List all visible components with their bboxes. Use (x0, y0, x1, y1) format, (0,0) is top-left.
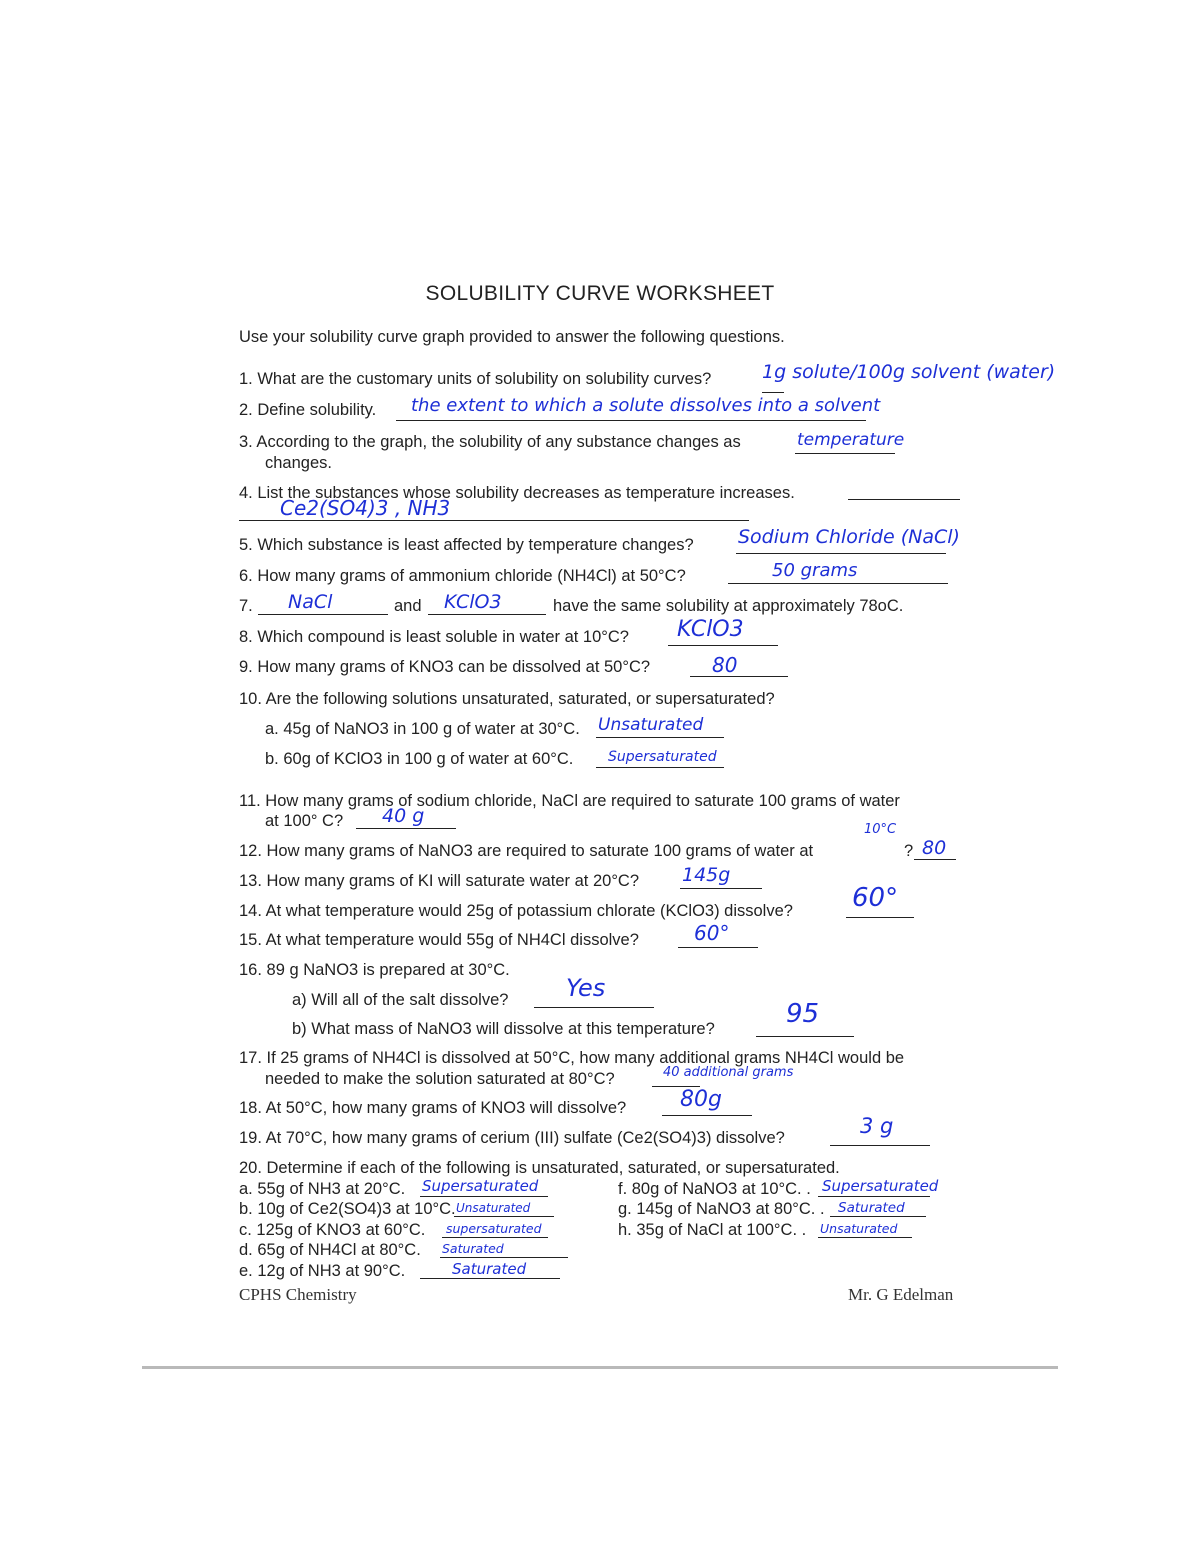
q12-answer: 80 (922, 837, 947, 859)
q18-answer-line (662, 1115, 752, 1116)
q7-and: and (394, 597, 422, 615)
q1-answer: 1g solute/100g solvent (water) (762, 361, 1056, 383)
q10a-text: a. 45g of NaNO3 in 100 g of water at 30°C. (265, 720, 580, 738)
q19-answer: 3 g (860, 1114, 894, 1138)
footer-teacher: Mr. G Edelman (848, 1285, 954, 1304)
q16b-answer: 95 (786, 999, 820, 1029)
q2-answer-line (396, 420, 866, 421)
q20f-text: f. 80g of NaNO3 at 10°C. . (618, 1180, 811, 1198)
q8-text: 8. Which compound is least soluble in water at 10°C? (239, 628, 629, 646)
page-title: SOLUBILITY CURVE WORKSHEET (425, 282, 775, 305)
q7-answer2: KClO3 (444, 591, 502, 613)
q20e-text: e. 12g of NH3 at 90°C. (239, 1262, 406, 1280)
q6-text: 6. How many grams of ammonium chloride (NH4Cl) at 50°C? (239, 567, 686, 585)
q20h-answer: Unsaturated (820, 1221, 898, 1236)
q5-answer-line (736, 553, 946, 554)
footer-course: CPHS Chemistry (239, 1285, 357, 1304)
instructions: Use your solubility curve graph provided to answer the following questions. (239, 328, 785, 346)
q7-answer1: NaCl (288, 591, 333, 613)
page-bottom-rule (142, 1366, 1058, 1369)
q4-answer: Ce2(SO4)3 , NH3 (280, 496, 451, 520)
q19-text: 19. At 70°C, how many grams of cerium (III) sulfate (Ce2(SO4)3) dissolve? (239, 1129, 785, 1147)
q16a-answer: Yes (566, 974, 606, 1002)
q15-answer-line (678, 947, 758, 948)
q16b-answer-line (756, 1036, 854, 1037)
q10b-answer: Supersaturated (608, 749, 717, 765)
q5-answer: Sodium Chloride (NaCl) (738, 526, 960, 548)
q17-answer: 40 additional grams (663, 1065, 794, 1080)
q12-text: 12. How many grams of NaNO3 are required to saturate 100 grams of water at (239, 842, 814, 860)
q20e-answer: Saturated (452, 1260, 527, 1278)
q12-qmark: ? (904, 842, 914, 860)
q3-text: 3. According to the graph, the solubility of any substance changes as (239, 433, 741, 451)
q13-answer: 145g (682, 864, 731, 886)
q13-text: 13. How many grams of KI will saturate water at 20°C? (239, 872, 640, 890)
q3-answer-line (795, 453, 895, 454)
q12-answer-line (914, 859, 956, 860)
q20c-answer: supersaturated (446, 1221, 542, 1236)
q8-answer: KClO3 (677, 617, 744, 642)
q11-answer-line (356, 828, 456, 829)
q10b-text: b. 60g of KClO3 in 100 g of water at 60°C. (265, 750, 574, 768)
q17-text: 17. If 25 grams of NH4Cl is dissolved at 50°C, how many additional grams NH4Cl would be (239, 1049, 905, 1067)
q9-text: 9. How many grams of KNO3 can be dissolved at 50°C? (239, 658, 651, 676)
q20d-answer: Saturated (442, 1241, 504, 1256)
q20a-answer: Supersaturated (422, 1177, 539, 1195)
q16-text: 16. 89 g NaNO3 is prepared at 30°C. (239, 961, 510, 979)
q2-answer: the extent to which a solute dissolves into a solvent (411, 395, 881, 416)
q20d-text: d. 65g of NH4Cl at 80°C. (239, 1241, 421, 1259)
q3-text-cont: changes. (265, 454, 332, 472)
q6-answer-line (728, 583, 948, 584)
q9-answer: 80 (712, 653, 738, 677)
q20g-answer: Saturated (838, 1200, 905, 1216)
q20b-text: b. 10g of Ce2(SO4)3 at 10°C. (239, 1200, 456, 1218)
q20f-answer: Supersaturated (822, 1177, 939, 1195)
q2-text: 2. Define solubility. (239, 401, 377, 419)
q7-answer1-line (258, 614, 388, 615)
q11-text: 11. How many grams of sodium chloride, NaCl are required to saturate 100 grams of water (239, 792, 900, 810)
q9-answer-line (690, 676, 788, 677)
q20a-text: a. 55g of NH3 at 20°C. (239, 1180, 406, 1198)
q20f-answer-line (818, 1196, 930, 1197)
q20-text: 20. Determine if each of the following is unsaturated, saturated, or supersaturated. (239, 1159, 840, 1177)
q1-text: 1. What are the customary units of solubility on solubility curves? (239, 370, 712, 388)
q3-answer: temperature (797, 430, 905, 450)
q20b-answer: Unsaturated (456, 1201, 531, 1215)
q10b-answer-line (596, 767, 724, 768)
q12-note: 10°C (864, 822, 897, 837)
q16b-text: b) What mass of NaNO3 will dissolve at this temperature? (292, 1020, 715, 1038)
q7-text: have the same solubility at approximately 78oC. (553, 597, 904, 615)
q1-answer-line (762, 392, 784, 393)
q10a-answer-line (596, 737, 724, 738)
q14-answer: 60° (852, 883, 899, 913)
q14-text: 14. At what temperature would 25g of potassium chlorate (KClO3) dissolve? (239, 902, 793, 920)
q18-text: 18. At 50°C, how many grams of KNO3 will dissolve? (239, 1099, 627, 1117)
q18-answer: 80g (680, 1087, 722, 1112)
q20h-text: h. 35g of NaCl at 100°C. . (618, 1221, 807, 1239)
q20a-answer-line (420, 1196, 548, 1197)
q8-answer-line (668, 645, 778, 646)
q10-text: 10. Are the following solutions unsaturated, saturated, or supersaturated? (239, 690, 775, 708)
q6-answer: 50 grams (772, 560, 858, 581)
q10a-answer: Unsaturated (598, 715, 704, 735)
q7-number: 7. (239, 597, 253, 615)
q17-text-cont: needed to make the solution saturated at 80°C? (265, 1070, 615, 1088)
q4-answer-line-1 (848, 499, 960, 500)
q4-text: 4. List the substances whose solubility decreases as temperature increases. (239, 484, 795, 502)
q14-answer-line (846, 917, 914, 918)
q15-answer: 60° (694, 921, 730, 945)
q5-text: 5. Which substance is least affected by temperature changes? (239, 536, 694, 554)
q20c-text: c. 125g of KNO3 at 60°C. (239, 1221, 426, 1239)
q7-answer2-line (428, 614, 546, 615)
q15-text: 15. At what temperature would 55g of NH4Cl dissolve? (239, 931, 639, 949)
q4-answer-line-2 (239, 520, 749, 521)
q11-answer: 40 g (382, 805, 425, 827)
q16a-answer-line (534, 1007, 654, 1008)
q19-answer-line (830, 1145, 930, 1146)
q16a-text: a) Will all of the salt dissolve? (292, 991, 509, 1009)
q13-answer-line (680, 888, 762, 889)
q20g-text: g. 145g of NaNO3 at 80°C. . (618, 1200, 825, 1218)
q11-text-cont: at 100° C? (265, 812, 344, 830)
